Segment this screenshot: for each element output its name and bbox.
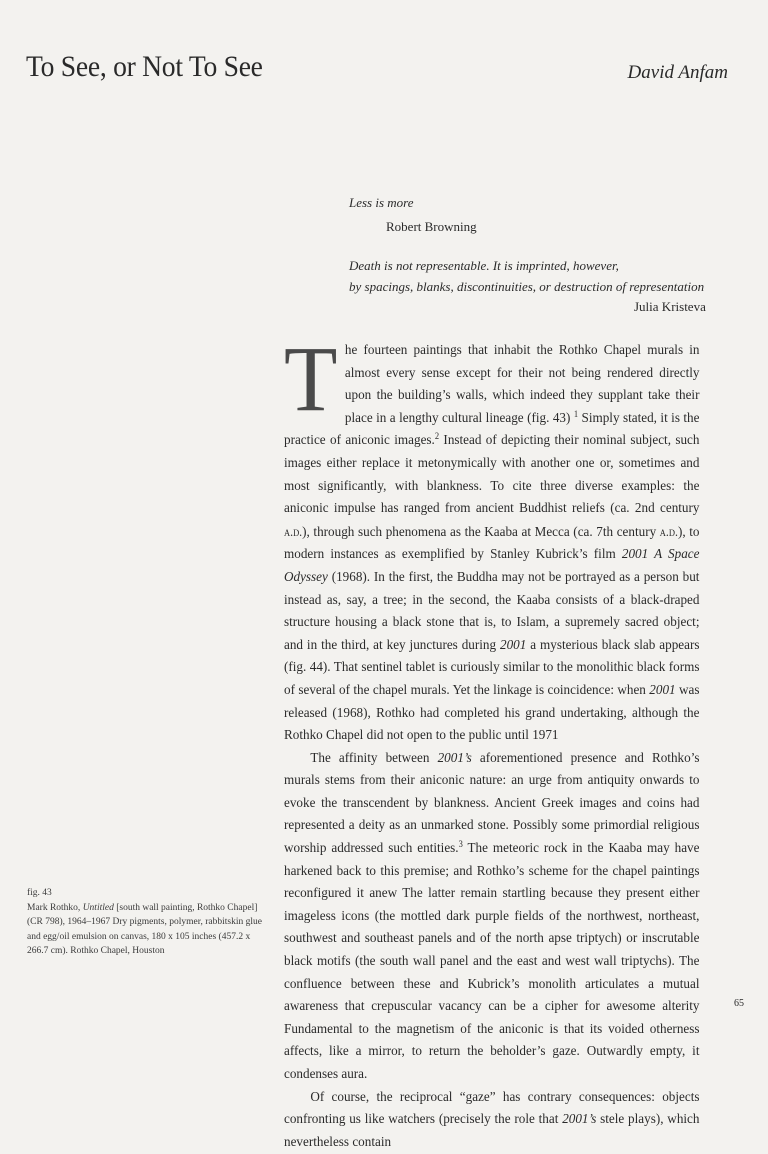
paragraph-text: a mysterious black slab appears (fig. 44). That sentinel tablet is curiously similar to the monolithic black forms of several of the chapel murals. Yet the linkage is coincidence: when	[284, 637, 700, 698]
paragraph-text: (1968). In the first, the Buddha may not be portrayed as a person but instead as, say, a tree; in the second, the Kaaba consists of a black-draped structure housing a black stone that is, to Islam, a supremely sacred object; and in the third, at key junctures during	[284, 569, 700, 653]
era-abbreviation: a.d.	[659, 524, 678, 539]
paragraph-1	[284, 328, 700, 748]
film-title: 2001	[649, 682, 676, 698]
footnote-ref: 3	[458, 839, 463, 850]
paragraph-text: was released (1968), Rothko had completed his grand undertaking, although the Rothko Chapel did not open to the public until 1971	[284, 682, 700, 744]
film-title: 2001 A Space Odyssey	[284, 547, 700, 585]
article-title: To See, or Not To See	[26, 50, 263, 83]
drop-cap: T	[284, 328, 338, 431]
article-body	[284, 328, 700, 1154]
figure-caption	[27, 886, 265, 959]
film-title: 2001’s	[437, 750, 472, 766]
paragraph-text: aforementioned presence and Rothko’s murals stems from their aniconic nature: an urge from antiquity onwards to evoke the transcendent by blankness. Ancient Greek images and coins had represented a deity as an unmarked stone. Possibly some primordial religious worship addressed such entities.	[284, 750, 700, 857]
paragraph-3	[284, 1087, 699, 1154]
paragraph-text: Of course, the reciprocal “gaze” has contrary consequences: objects confronting us like watchers (precisely the role that	[284, 1089, 700, 1128]
epigraph-attribution-1: Robert Browning	[386, 219, 477, 234]
epigraph-attribution-2: Julia Kristeva	[634, 299, 706, 314]
paragraph-text: Instead of depicting their nominal subject, such images either replace it metonymically with another one or, sometimes and most significantly, with blankness. To cite three diverse examples: the aniconic impulse has ranged from ancient Buddhist reliefs (ca. 2nd century	[284, 433, 700, 517]
author-name: David Anfam	[627, 62, 728, 83]
paragraph-text: The meteoric rock in the Kaaba may have harkened back to this premise; and Rothko’s scheme for the chapel paintings reconfigured it anew The latter remain startling because they present either imageless icons (the mottled dark purple fields of the northwest, northeast, southwest and southeast panels and of the north apse triptych) or inscrutable black motifs (the south wall panel and the east and west wall triptychs). The confluence between these and Kubrick’s monolith articulates a mutual awareness that crepuscular vacancy can be a cipher for awesome alterity Fundamental to the magnetism of the aniconic is that its voided otherness affects, like a mirror, to return the beholder’s gaze. Outwardly empty, it condenses aura.	[284, 841, 700, 1082]
epigraph-quote-2-line-2: by spacings, blanks, discontinuities, or destruction of representation	[349, 279, 705, 294]
paragraph-text: he fourteen paintings that inhabit the Rothko Chapel murals in almost every sense except for their not being rendered directly upon the building’s walls, which indeed they supplant take their place in a lengthy cultural lineage (fig. 43)	[344, 343, 700, 426]
paragraph-2	[284, 748, 699, 1087]
film-title: 2001	[500, 637, 527, 653]
figure-description	[27, 901, 265, 959]
caption-work-title: Untitled	[82, 902, 114, 913]
epigraph-quote-1: Less is more	[349, 195, 414, 210]
paragraph-text: stele plays), which nevertheless contain	[284, 1112, 700, 1150]
footnote-ref: 1	[573, 408, 579, 419]
caption-details: [south wall painting, Rothko Chapel] (CR 798), 1964–1967 Dry pigments, polymer, rabbitskin glue and egg/oil emulsion on canvas, 180 x 105 inches (457.2 x 266.7 cm). Rothko Chapel, Houston	[27, 902, 262, 956]
paragraph-text: ), to modern instances as exemplified by Stanley Kubrick’s film	[284, 524, 700, 563]
page-number: 65	[734, 998, 744, 1009]
epigraph-quote-2-line-1: Death is not representable. It is imprinted, however,	[349, 258, 619, 273]
paragraph-text: The affinity between	[310, 750, 438, 766]
paragraph-text: Simply stated, it is the practice of aniconic images.	[284, 410, 700, 449]
paragraph-text: ), through such phenomena as the Kaaba at Mecca (ca. 7th century	[302, 524, 660, 540]
footnote-ref: 2	[434, 431, 440, 442]
caption-artist: Mark Rothko,	[27, 902, 83, 913]
era-abbreviation: a.d.	[284, 524, 303, 539]
film-title: 2001’s	[562, 1112, 597, 1128]
figure-label: fig. 43	[27, 888, 52, 898]
